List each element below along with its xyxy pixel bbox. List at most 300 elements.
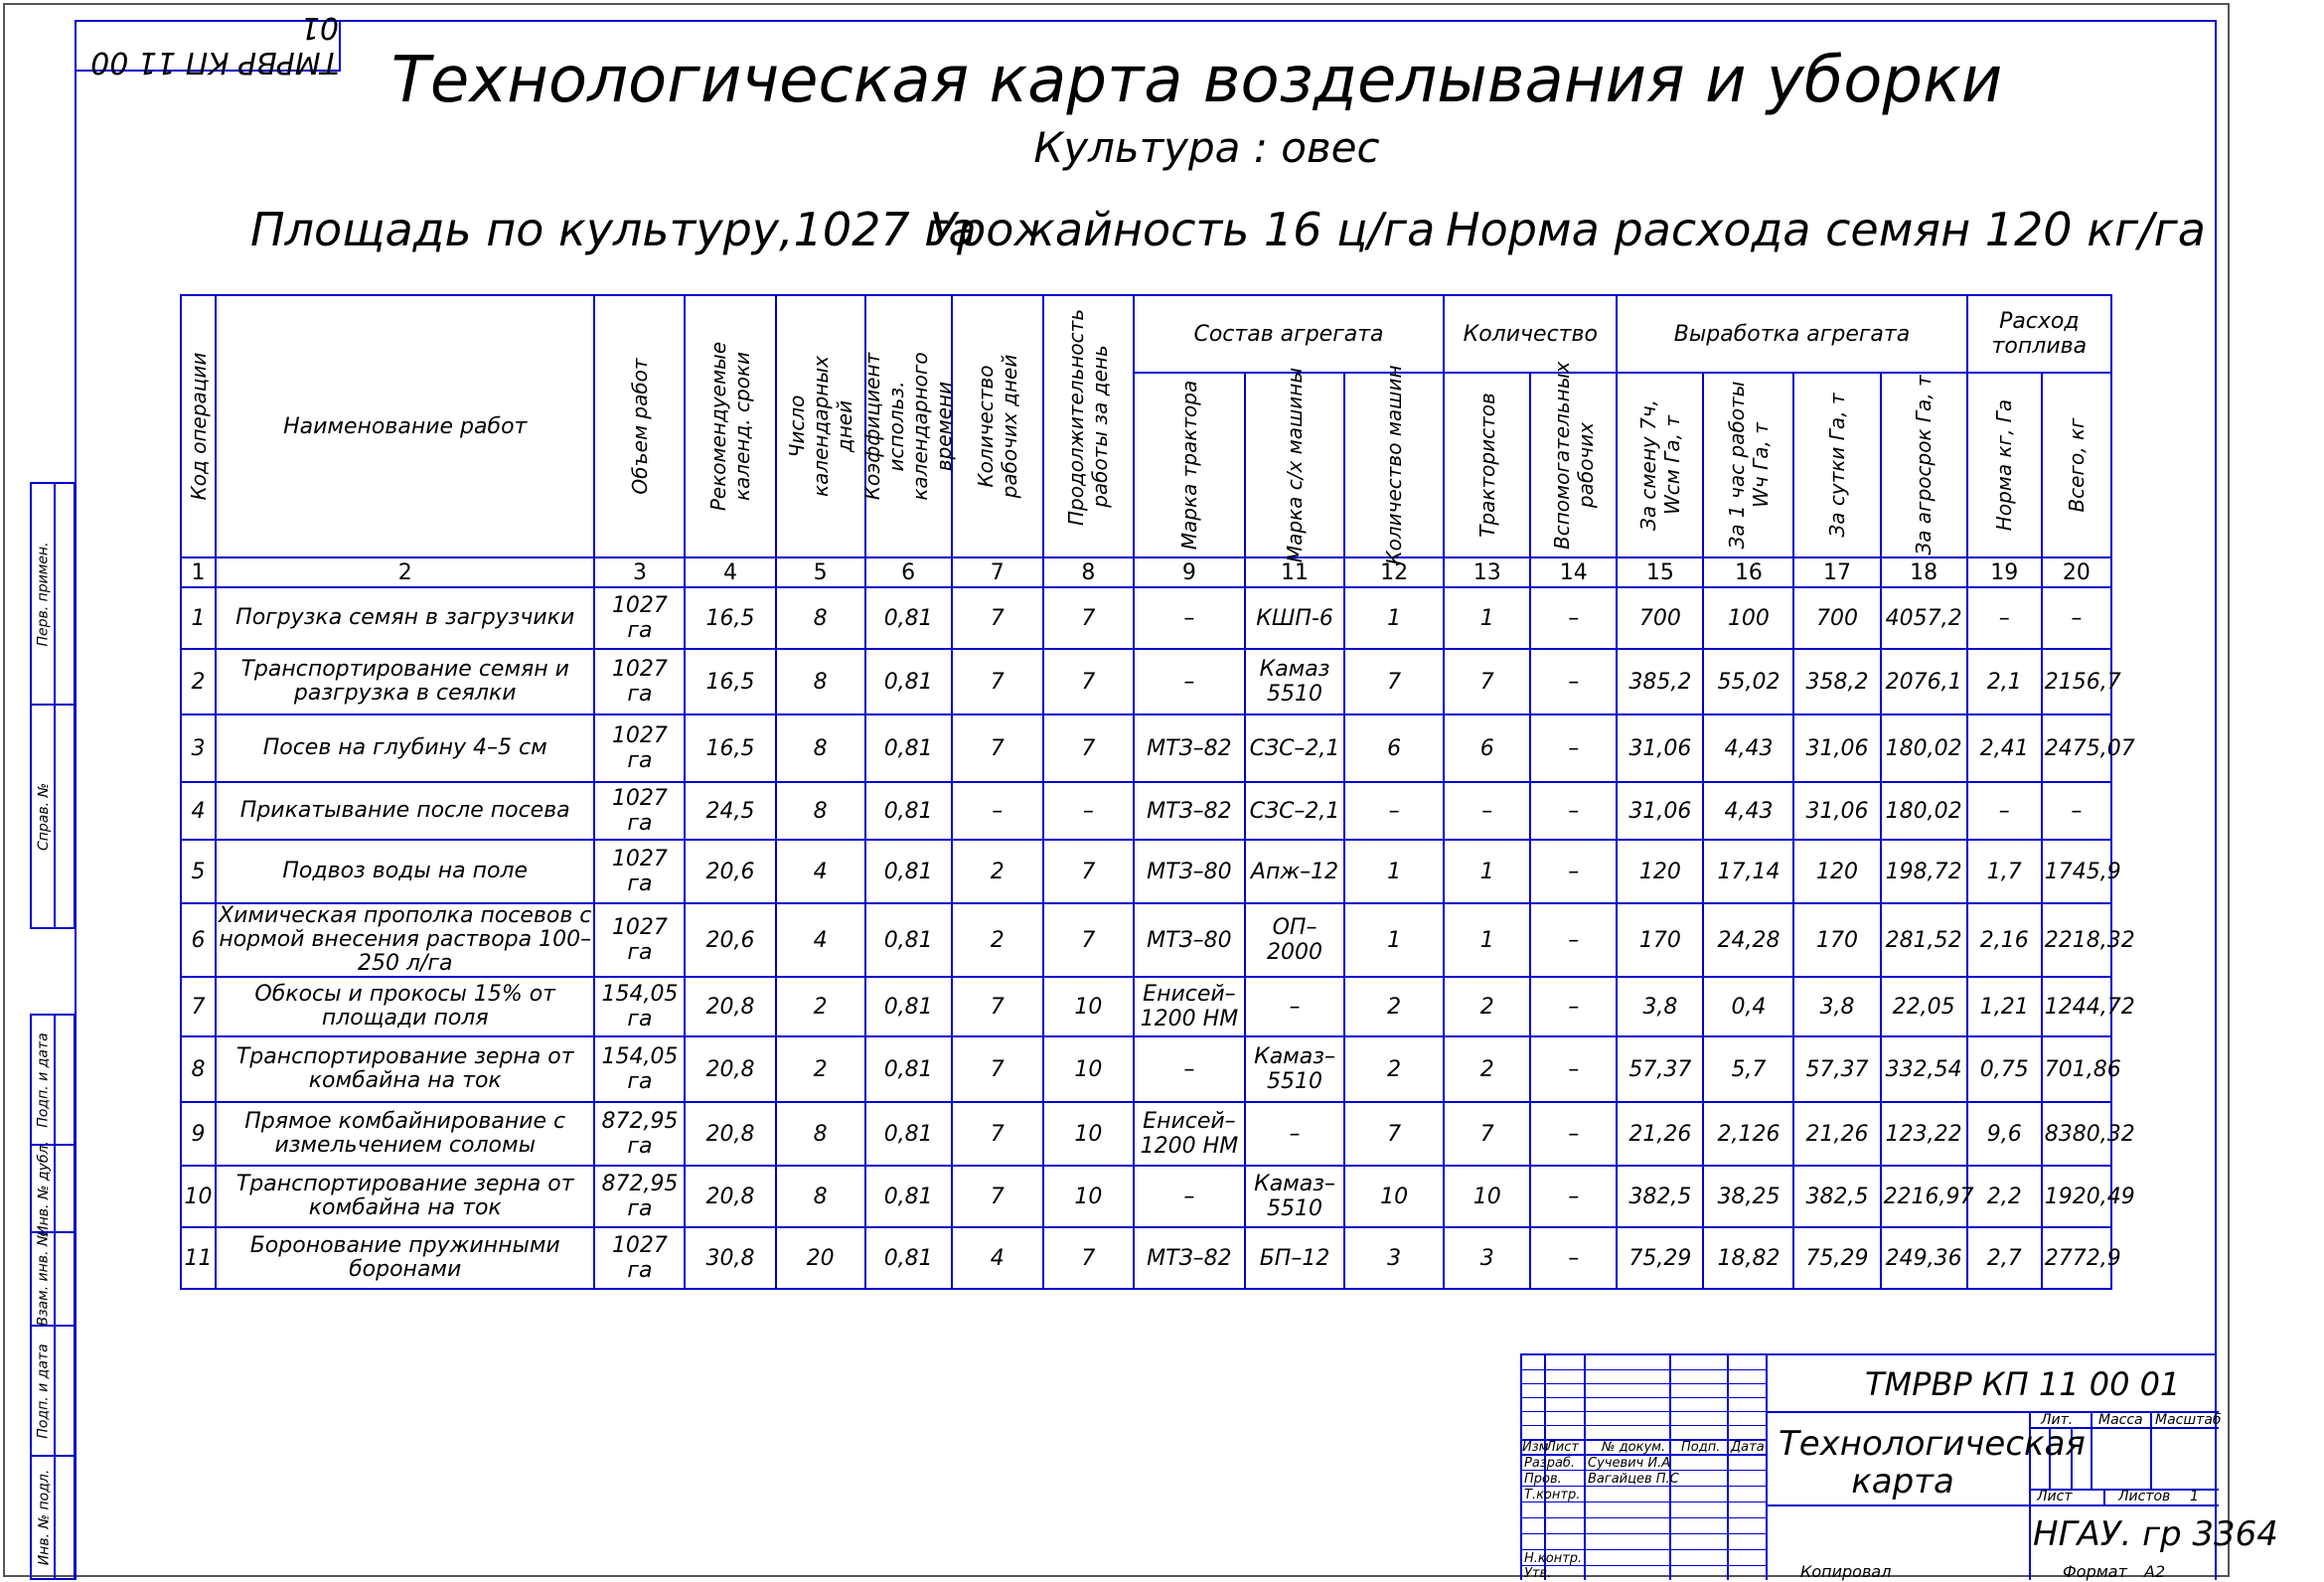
tb-col-sign: Подп. — [1681, 1440, 1721, 1455]
table-cell: 872,95 га — [594, 1166, 685, 1227]
header-per-hour: За 1 час работы Wч Га, т — [1703, 373, 1793, 557]
tb-sheets-value: 1 — [2190, 1489, 2199, 1504]
table-cell: 0,81 — [865, 1036, 952, 1102]
table-cell: 170 — [1617, 903, 1703, 977]
table-cell: 2216,97 — [1881, 1166, 1967, 1227]
table-cell: 0,81 — [865, 714, 952, 782]
table-cell: 100 — [1703, 587, 1793, 649]
table-cell: 7 — [1344, 649, 1444, 714]
table-cell: 20,8 — [685, 977, 775, 1036]
column-number: 8 — [1043, 557, 1134, 587]
table-cell: 2 — [776, 1036, 865, 1102]
table-cell: 16,5 — [685, 714, 775, 782]
table-cell: – — [1530, 977, 1617, 1036]
table-cell: 0,4 — [1703, 977, 1793, 1036]
strip-cell: Справ. № — [30, 704, 76, 929]
table-cell: 2,7 — [1967, 1227, 2042, 1289]
work-name-cell: Прямое комбайнирование с измельчением соломы — [216, 1102, 594, 1166]
table-cell: Апж–12 — [1245, 840, 1344, 903]
tb-name: Технологическая карта — [1779, 1424, 2086, 1502]
work-name-cell: Посев на глубину 4–5 см — [216, 714, 594, 782]
table-cell: 38,25 — [1703, 1166, 1793, 1227]
table-cell: 20,8 — [685, 1166, 775, 1227]
tb-prov-name: Вагайцев П.С — [1588, 1472, 1679, 1487]
table-cell: – — [1043, 782, 1134, 840]
table-cell: – — [1530, 903, 1617, 977]
table-cell: 21,26 — [1617, 1102, 1703, 1166]
table-cell: 120 — [1793, 840, 1880, 903]
table-cell: 2,1 — [1967, 649, 2042, 714]
table-cell: 10 — [1043, 977, 1134, 1036]
table-cell: 154,05 га — [594, 977, 685, 1036]
header-aux-workers: Вспомогательных рабочих — [1530, 373, 1617, 557]
table-cell: 700 — [1793, 587, 1880, 649]
column-number-row — [181, 557, 2111, 587]
column-number: 20 — [2042, 557, 2111, 587]
table-cell: 0,81 — [865, 587, 952, 649]
table-cell: 7 — [952, 1036, 1043, 1102]
header-group-unit: Состав агрегата — [1134, 295, 1444, 373]
table-cell: 2772,9 — [2042, 1227, 2111, 1289]
work-name-cell: Погрузка семян в загрузчики — [216, 587, 594, 649]
table-cell: 872,95 га — [594, 1102, 685, 1166]
work-name-cell: Транспортирование зерна от комбайна на ток — [216, 1036, 594, 1102]
header-fuel-norm: Норма кг, Га — [1967, 373, 2042, 557]
table-cell: МТЗ–82 — [1134, 782, 1245, 840]
table-cell: 2 — [1444, 977, 1530, 1036]
table-cell: 8 — [776, 1102, 865, 1166]
table-cell: – — [1134, 1166, 1245, 1227]
table-cell: 1,7 — [1967, 840, 2042, 903]
table-cell: 31,06 — [1617, 782, 1703, 840]
column-number: 19 — [1967, 557, 2042, 587]
table-cell: 10 — [1043, 1166, 1134, 1227]
table-row — [181, 903, 2111, 977]
work-name-cell: Боронование пружинными боронами — [216, 1227, 594, 1289]
tb-scale-label: Масштаб — [2155, 1412, 2222, 1428]
table-cell: Камаз–5510 — [1245, 1036, 1344, 1102]
table-cell: 7 — [952, 977, 1043, 1036]
table-cell: 9 — [181, 1102, 216, 1166]
table-cell: 24,5 — [685, 782, 775, 840]
table-cell: БП–12 — [1245, 1227, 1344, 1289]
table-cell: 57,37 — [1793, 1036, 1880, 1102]
table-cell: 3 — [1344, 1227, 1444, 1289]
document-title: Технологическая карта возделывания и уборки — [390, 44, 2003, 117]
footer-copied: Копировал — [1800, 1562, 1892, 1581]
table-cell: 20,8 — [685, 1036, 775, 1102]
table-cell: 7 — [952, 587, 1043, 649]
table-cell: 55,02 — [1703, 649, 1793, 714]
table-cell: 2 — [1444, 1036, 1530, 1102]
table-cell: МТЗ–82 — [1134, 1227, 1245, 1289]
column-number: 11 — [1245, 557, 1344, 587]
table-cell: 17,14 — [1703, 840, 1793, 903]
work-name-cell: Транспортирование зерна от комбайна на ток — [216, 1166, 594, 1227]
tech-map-table — [180, 294, 2135, 1290]
column-number: 7 — [952, 557, 1043, 587]
header-group-fuel: Расход топлива — [1967, 295, 2111, 373]
table-cell: 1027 га — [594, 714, 685, 782]
table-cell: – — [1530, 1036, 1617, 1102]
left-strip — [30, 482, 76, 1580]
table-cell: 385,2 — [1617, 649, 1703, 714]
footer-format-value: А2 — [2144, 1562, 2166, 1581]
header-fuel-total: Всего, кг — [2042, 373, 2111, 557]
table-cell: – — [2042, 782, 2111, 840]
table-row — [181, 1227, 2111, 1289]
table-cell: 16,5 — [685, 649, 775, 714]
table-cell: 8 — [776, 587, 865, 649]
column-number: 18 — [1881, 557, 1967, 587]
table-cell: – — [1967, 587, 2042, 649]
table-cell: 75,29 — [1617, 1227, 1703, 1289]
table-cell: ОП–2000 — [1245, 903, 1344, 977]
column-number: 5 — [776, 557, 865, 587]
table-cell: – — [952, 782, 1043, 840]
title-block — [1520, 1353, 2278, 1581]
table-cell: 3 — [181, 714, 216, 782]
table-cell: – — [1245, 1102, 1344, 1166]
table-cell: 198,72 — [1881, 840, 1967, 903]
table-cell: 1 — [1344, 840, 1444, 903]
table-cell: 2156,7 — [2042, 649, 2111, 714]
table-cell: 7 — [1043, 649, 1134, 714]
footer-format-label: Формат — [2063, 1562, 2127, 1581]
table-cell: 0,81 — [865, 903, 952, 977]
table-cell: 7 — [1444, 649, 1530, 714]
tb-col-izm: Изм — [1522, 1440, 1549, 1455]
table-row — [181, 714, 2111, 782]
work-name-cell: Транспортирование семян и разгрузка в сеялки — [216, 649, 594, 714]
header-work-days: Количество рабочих дней — [952, 295, 1043, 557]
header-coef: Коэффициент использ. календарного времени — [865, 295, 952, 557]
strip-cell: Инв. № подл. — [30, 1455, 76, 1580]
table-cell: 8 — [776, 782, 865, 840]
table-cell: 7 — [952, 714, 1043, 782]
table-cell: – — [1134, 1036, 1245, 1102]
document-subtitle: Культура : овес — [1033, 123, 1380, 172]
work-name-cell: Химическая прополка посевов с нормой внесения раствора 100–250 л/га — [216, 903, 594, 977]
table-cell: – — [1530, 714, 1617, 782]
tb-lit-label: Лит. — [2041, 1412, 2074, 1428]
table-cell: 701,86 — [2042, 1036, 2111, 1102]
header-per-shift: За смену 7ч, Wсм Га, т — [1617, 373, 1703, 557]
table-cell: – — [1530, 840, 1617, 903]
table-cell: 281,52 — [1881, 903, 1967, 977]
table-cell: 31,06 — [1793, 714, 1880, 782]
table-cell: 10 — [1344, 1166, 1444, 1227]
table-cell: Камаз 5510 — [1245, 649, 1344, 714]
table-cell: 382,5 — [1793, 1166, 1880, 1227]
header-name: Наименование работ — [216, 295, 594, 557]
table-cell: 7 — [1043, 840, 1134, 903]
table-cell: 1920,49 — [2042, 1166, 2111, 1227]
table-cell: – — [1134, 587, 1245, 649]
param-seed-rate: Норма расхода семян 120 кг/га — [1446, 203, 2206, 256]
table-cell: 6 — [1444, 714, 1530, 782]
table-cell: 2475,07 — [2042, 714, 2111, 782]
table-cell: 31,06 — [1793, 782, 1880, 840]
table-cell: 2 — [181, 649, 216, 714]
param-yield: Урожайность 16 ц/га — [929, 203, 1436, 256]
table-cell: 7 — [1043, 903, 1134, 977]
header-tractor-drivers: Трактористов — [1444, 373, 1530, 557]
strip-cell: Инв. № дубл. — [30, 1144, 76, 1233]
header-per-term: За агросрок Га, т — [1881, 373, 1967, 557]
table-row — [181, 587, 2111, 649]
table-cell: 20,8 — [685, 1102, 775, 1166]
table-cell: 10 — [1043, 1102, 1134, 1166]
table-cell: 1027 га — [594, 903, 685, 977]
column-number: 9 — [1134, 557, 1245, 587]
tb-mass-label: Масса — [2098, 1412, 2143, 1428]
table-cell: 3,8 — [1793, 977, 1880, 1036]
column-number: 13 — [1444, 557, 1530, 587]
header-dates: Рекомендуемые календ. сроки — [685, 295, 775, 557]
header-tractor: Марка трактора — [1134, 373, 1245, 557]
table-cell: КШП-6 — [1245, 587, 1344, 649]
table-cell: 2218,32 — [2042, 903, 2111, 977]
strip-cell: Взам. инв. № — [30, 1231, 76, 1327]
table-cell: 1,21 — [1967, 977, 2042, 1036]
table-cell: 4 — [952, 1227, 1043, 1289]
table-cell: 1 — [1444, 903, 1530, 977]
tb-org: НГАУ. гр 3364 — [2033, 1514, 2278, 1554]
table-cell: 31,06 — [1617, 714, 1703, 782]
tb-tkontr-label: Т.контр. — [1524, 1488, 1581, 1503]
table-cell: – — [1530, 587, 1617, 649]
tb-razrab-label: Разраб. — [1524, 1456, 1576, 1471]
header-cal-days: Число календарных дней — [776, 295, 865, 557]
table-cell: 4057,2 — [1881, 587, 1967, 649]
table-cell: 1745,9 — [2042, 840, 2111, 903]
table-cell: 4,43 — [1703, 782, 1793, 840]
table-cell: Енисей–1200 НМ — [1134, 977, 1245, 1036]
table-cell: 2 — [952, 840, 1043, 903]
table-cell: 0,81 — [865, 1227, 952, 1289]
tb-col-doc: № докум. — [1602, 1440, 1666, 1455]
table-cell: 3 — [1444, 1227, 1530, 1289]
tb-col-list: Лист — [1546, 1440, 1579, 1455]
table-cell: – — [1530, 782, 1617, 840]
column-number: 16 — [1703, 557, 1793, 587]
strip-cell: Перв. примен. — [30, 482, 76, 706]
table-row — [181, 1166, 2111, 1227]
table-cell: 11 — [181, 1227, 216, 1289]
rotated-doc-code: ТМРВР КП 11 00 01 — [75, 20, 341, 72]
table-cell: – — [1530, 649, 1617, 714]
table-cell: – — [1530, 1227, 1617, 1289]
table-cell: 9,6 — [1967, 1102, 2042, 1166]
table-cell: 1027 га — [594, 840, 685, 903]
table-cell: 24,28 — [1703, 903, 1793, 977]
tb-sheets-label: Листов — [2118, 1489, 2171, 1504]
tb-utv-label: Утв. — [1524, 1566, 1552, 1581]
table-cell: 1027 га — [594, 782, 685, 840]
column-number: 1 — [181, 557, 216, 587]
table-cell: 0,81 — [865, 840, 952, 903]
table-cell: 4 — [181, 782, 216, 840]
table-cell: 18,82 — [1703, 1227, 1793, 1289]
table-row — [181, 840, 2111, 903]
work-name-cell: Прикатывание после посева — [216, 782, 594, 840]
header-volume: Объем работ — [594, 295, 685, 557]
table-cell: 7 — [1043, 1227, 1134, 1289]
tb-nkontr-label: Н.контр. — [1524, 1551, 1583, 1566]
table-cell: 8 — [181, 1036, 216, 1102]
table-cell: 123,22 — [1881, 1102, 1967, 1166]
table-cell: СЗС–2,1 — [1245, 782, 1344, 840]
table-cell: 75,29 — [1793, 1227, 1880, 1289]
table-cell: 8380,32 — [2042, 1102, 2111, 1166]
table-cell: 154,05 га — [594, 1036, 685, 1102]
table-cell: Камаз–5510 — [1245, 1166, 1344, 1227]
table-cell: 7 — [1344, 1102, 1444, 1166]
table-cell: 16,5 — [685, 587, 775, 649]
table-cell: 120 — [1617, 840, 1703, 903]
table-cell: 20 — [776, 1227, 865, 1289]
table-cell: – — [1530, 1166, 1617, 1227]
table-cell: 180,02 — [1881, 714, 1967, 782]
table-cell: 7 — [952, 1102, 1043, 1166]
header-code: Код операции — [181, 295, 216, 557]
header-group-count: Количество — [1444, 295, 1617, 373]
table-cell: 10 — [1043, 1036, 1134, 1102]
table-cell: – — [1967, 782, 2042, 840]
param-area: Площадь по культуру,1027 га — [250, 203, 977, 256]
table-cell: 7 — [952, 1166, 1043, 1227]
tb-razrab-name: Сучевич И.А — [1588, 1456, 1671, 1471]
table-cell: 30,8 — [685, 1227, 775, 1289]
table-cell: 1 — [1444, 840, 1530, 903]
table-cell: 2,41 — [1967, 714, 2042, 782]
column-number: 2 — [216, 557, 594, 587]
tb-col-date: Дата — [1731, 1440, 1765, 1455]
table-cell: 22,05 — [1881, 977, 1967, 1036]
table-cell: 1027 га — [594, 587, 685, 649]
header-machine: Марка с/х машины — [1245, 373, 1344, 557]
table-cell: 2 — [1344, 1036, 1444, 1102]
column-number: 4 — [685, 557, 775, 587]
table-cell: СЗС–2,1 — [1245, 714, 1344, 782]
table-cell: – — [1245, 977, 1344, 1036]
tb-prov-label: Пров. — [1524, 1472, 1562, 1487]
table-cell: 4 — [776, 903, 865, 977]
table-cell: 0,81 — [865, 649, 952, 714]
table-cell: 0,81 — [865, 782, 952, 840]
table-cell: 10 — [181, 1166, 216, 1227]
table-row — [181, 977, 2111, 1036]
table-cell: 0,81 — [865, 977, 952, 1036]
table-cell: – — [1134, 649, 1245, 714]
table-cell: 7 — [952, 649, 1043, 714]
table-cell: 170 — [1793, 903, 1880, 977]
table-cell: 249,36 — [1881, 1227, 1967, 1289]
table-cell: 1244,72 — [2042, 977, 2111, 1036]
header-group-output: Выработка агрегата — [1617, 295, 1966, 373]
table-row — [181, 1102, 2111, 1166]
column-number: 17 — [1793, 557, 1880, 587]
table-cell: МТЗ–80 — [1134, 903, 1245, 977]
table-cell: 0,81 — [865, 1102, 952, 1166]
table-cell: 2 — [952, 903, 1043, 977]
table-cell: 0,81 — [865, 1166, 952, 1227]
table-cell: 4 — [776, 840, 865, 903]
table-cell: 3,8 — [1617, 977, 1703, 1036]
table-cell: 1 — [1444, 587, 1530, 649]
table-cell: 20,6 — [685, 903, 775, 977]
table-cell: 1027 га — [594, 1227, 685, 1289]
column-number: 6 — [865, 557, 952, 587]
table-cell: 7 — [1043, 714, 1134, 782]
table-cell: 8 — [776, 714, 865, 782]
table-cell: 6 — [181, 903, 216, 977]
strip-cell: Подп. и дата — [30, 1325, 76, 1457]
table-cell: 57,37 — [1617, 1036, 1703, 1102]
table-row — [181, 782, 2111, 840]
table-cell: 358,2 — [1793, 649, 1880, 714]
table-cell: 2 — [1344, 977, 1444, 1036]
table-cell: 2,126 — [1703, 1102, 1793, 1166]
table-cell: Енисей–1200 НМ — [1134, 1102, 1245, 1166]
table-cell: МТЗ–82 — [1134, 714, 1245, 782]
table-cell: 1 — [181, 587, 216, 649]
table-cell: 700 — [1617, 587, 1703, 649]
header-machines-count: Количество машин — [1344, 373, 1444, 557]
table-cell: 332,54 — [1881, 1036, 1967, 1102]
table-cell: 2,16 — [1967, 903, 2042, 977]
table-cell: 1 — [1344, 903, 1444, 977]
table-cell: 1027 га — [594, 649, 685, 714]
header-productivity: Продолжительность работы за день — [1043, 295, 1134, 557]
table-cell: 382,5 — [1617, 1166, 1703, 1227]
table-cell: 2076,1 — [1881, 649, 1967, 714]
table-cell: 5 — [181, 840, 216, 903]
table-cell: – — [1344, 782, 1444, 840]
work-name-cell: Обкосы и прокосы 15% от площади поля — [216, 977, 594, 1036]
strip-cell: Подп. и дата — [30, 1014, 76, 1146]
table-cell: 2,2 — [1967, 1166, 2042, 1227]
table-cell: 7 — [181, 977, 216, 1036]
table-cell: – — [2042, 587, 2111, 649]
table-row — [181, 649, 2111, 714]
table-cell: 1 — [1344, 587, 1444, 649]
table-cell: 7 — [1444, 1102, 1530, 1166]
table-cell: 8 — [776, 1166, 865, 1227]
table-cell: – — [1530, 1102, 1617, 1166]
table-cell: 8 — [776, 649, 865, 714]
column-number: 14 — [1530, 557, 1617, 587]
tb-code: ТМРВР КП 11 00 01 — [1865, 1365, 2181, 1403]
column-number: 3 — [594, 557, 685, 587]
tb-sheet-label: Лист — [2037, 1489, 2073, 1504]
table-cell: 10 — [1444, 1166, 1530, 1227]
column-number: 12 — [1344, 557, 1444, 587]
table-cell: – — [1444, 782, 1530, 840]
table-cell: 5,7 — [1703, 1036, 1793, 1102]
table-cell: 180,02 — [1881, 782, 1967, 840]
table-cell: 2 — [776, 977, 865, 1036]
table-cell: 0,75 — [1967, 1036, 2042, 1102]
table-cell: 7 — [1043, 587, 1134, 649]
table-cell: МТЗ–80 — [1134, 840, 1245, 903]
table-cell: 21,26 — [1793, 1102, 1880, 1166]
table-row — [181, 1036, 2111, 1102]
work-name-cell: Подвоз воды на поле — [216, 840, 594, 903]
header-per-day: За сутки Га, т — [1793, 373, 1880, 557]
table-cell: 4,43 — [1703, 714, 1793, 782]
